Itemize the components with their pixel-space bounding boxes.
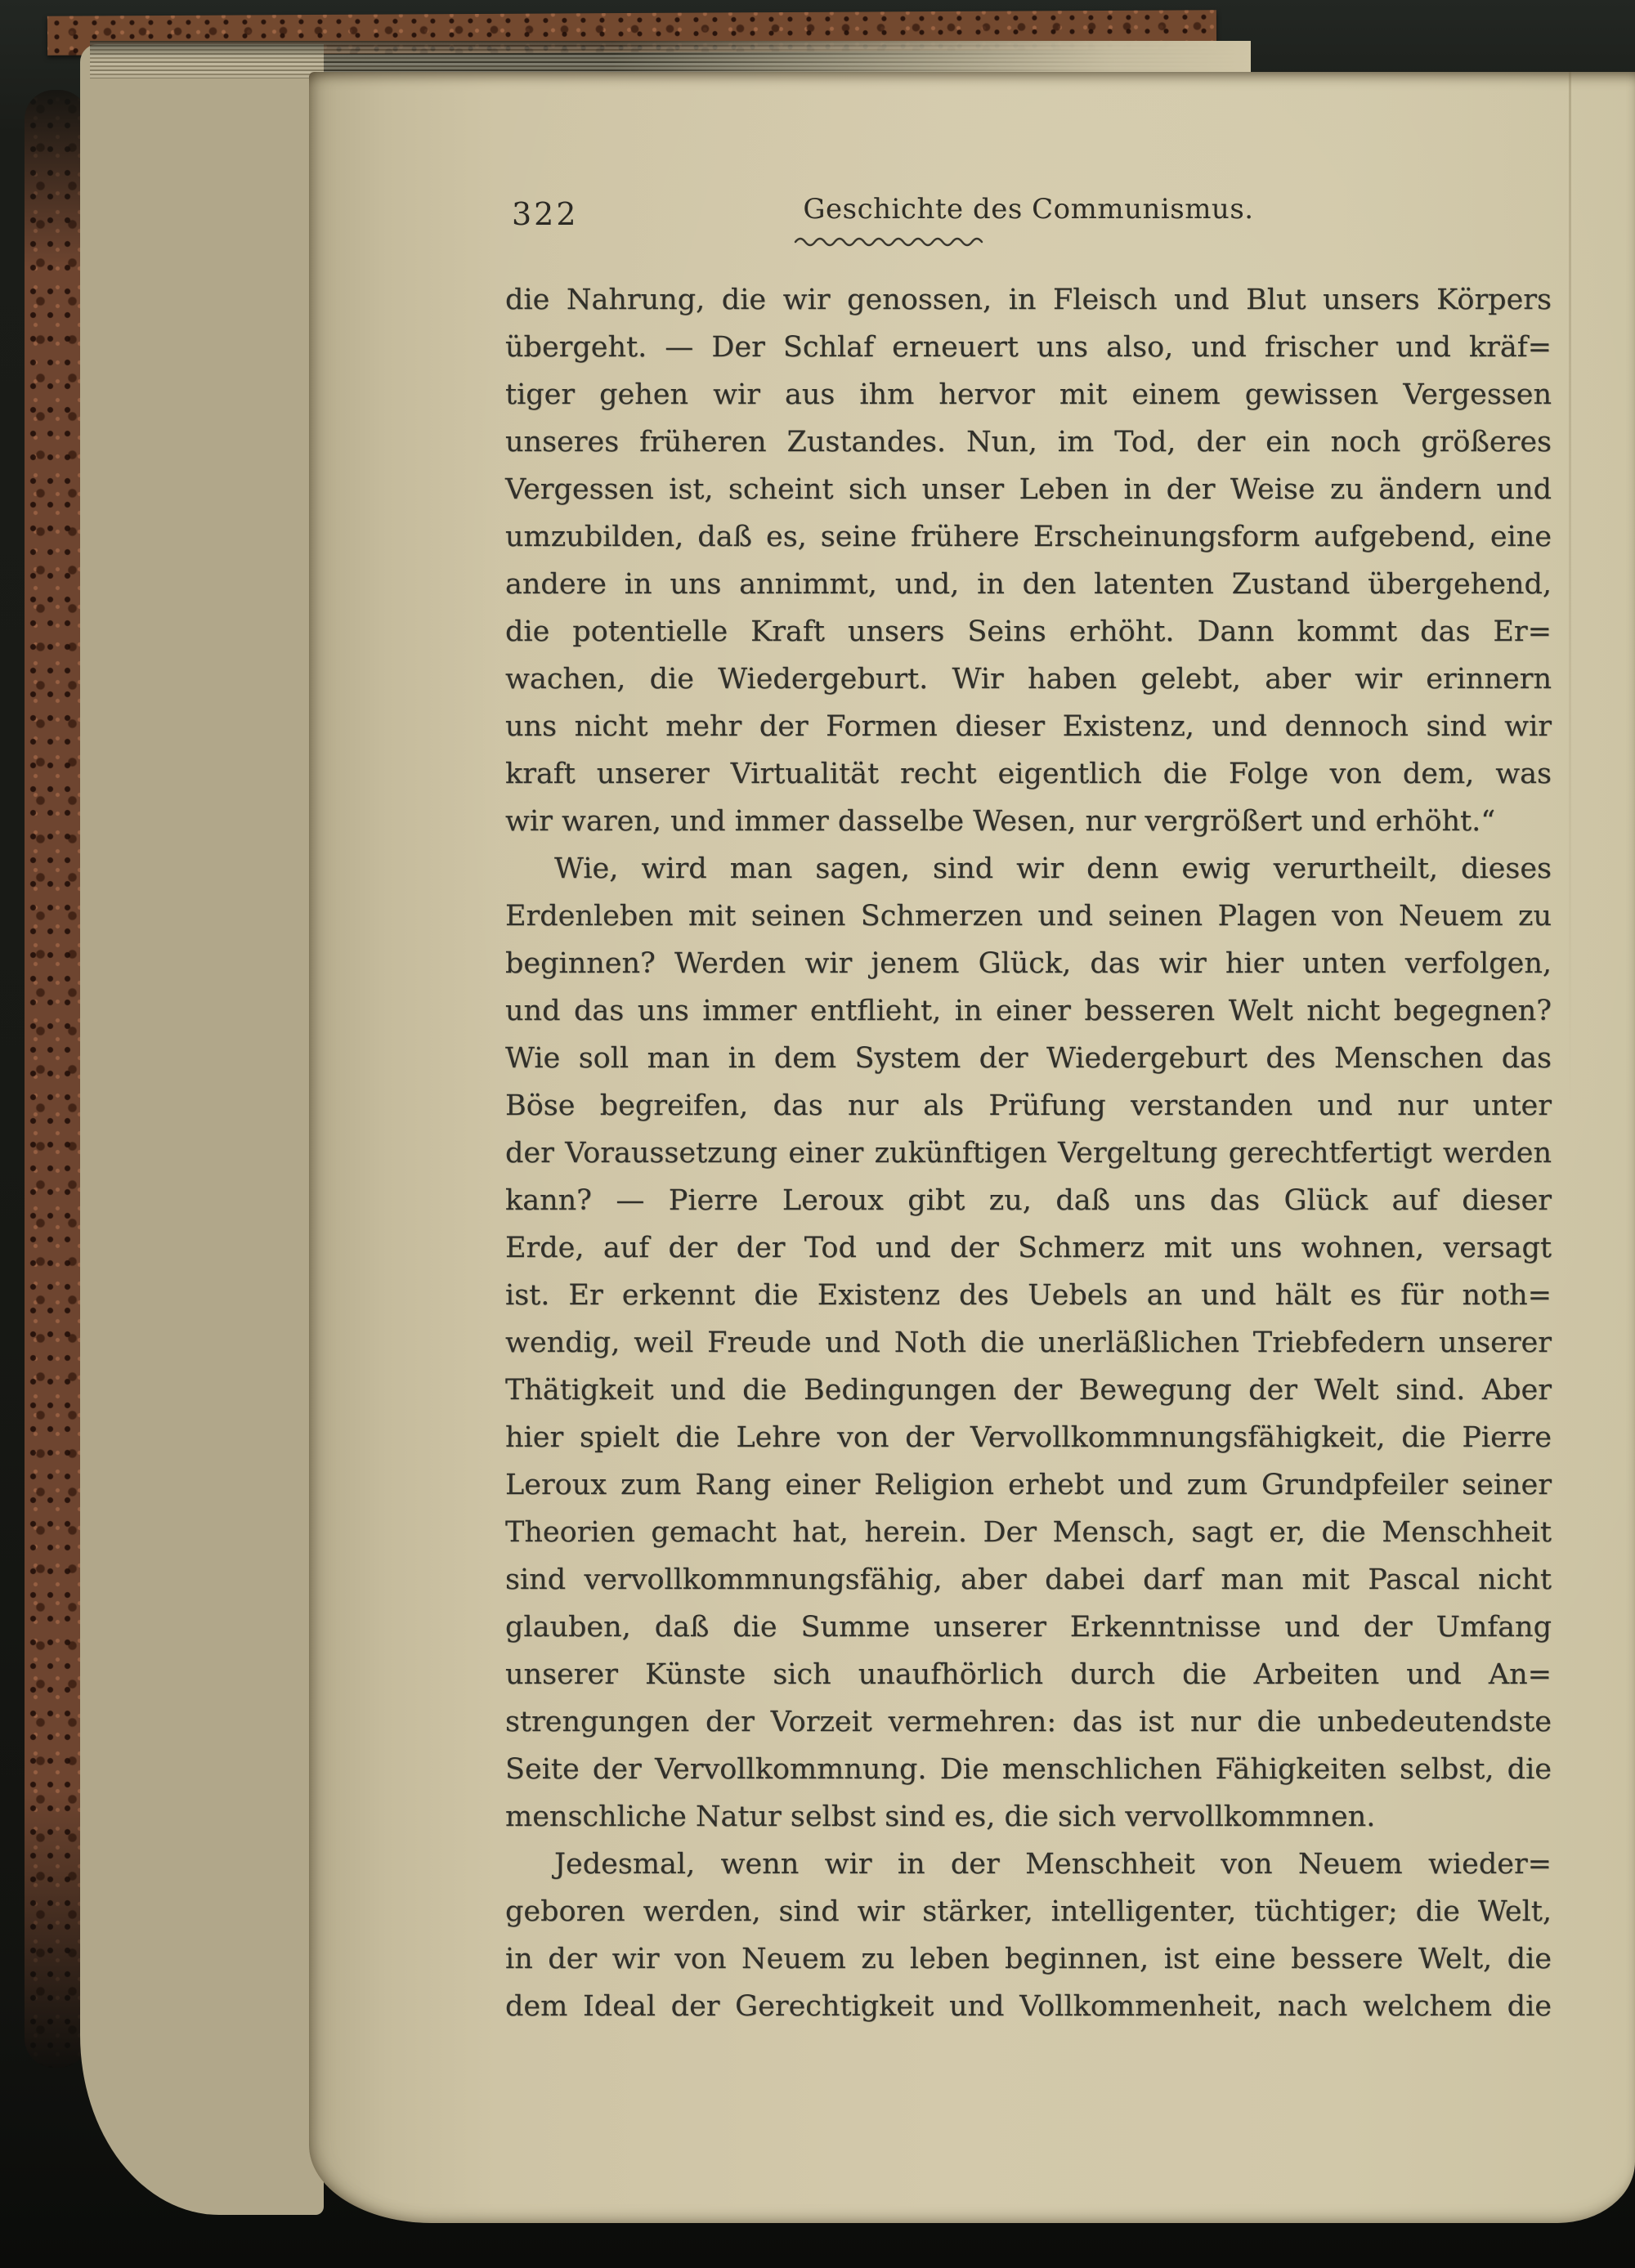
text-line: uns nicht mehr der Formen dieser Existenz, und dennoch sind wir [505,710,1552,743]
text-line: menschliche Natur selbst sind es, die sich vervollkommnen. [505,1801,1376,1833]
text-line: die potentielle Kraft unsers Seins erhöht. Dann kommt das Er= [505,615,1552,648]
page-crease [1569,72,1571,1298]
text-line: Erde, auf der der Tod und der Schmerz mit uns wohnen, versagt [505,1232,1552,1264]
text-line: glauben, daß die Summe unserer Erkenntnisse und der Umfang [505,1611,1552,1644]
text-line: der Voraussetzung einer zukünftigen Vergeltung gerechtfertigt werden [505,1137,1552,1170]
text-line: ist. Er erkennt die Existenz des Uebels an und hält es für noth= [505,1279,1552,1312]
text-line: Erdenleben mit seinen Schmerzen und seinen Plagen von Neuem zu [505,900,1552,933]
text-line: die Nahrung, die wir genossen, in Fleisch und Blut unsers Körpers [505,284,1552,316]
text-line: Theorien gemacht hat, herein. Der Mensch, sagt er, die Menschheit [505,1516,1552,1549]
text-line: wir waren, und immer dasselbe Wesen, nur vergrößert und erhöht.“ [505,805,1496,838]
text-line: umzubilden, daß es, seine frühere Erscheinungsform aufgebend, eine [505,521,1552,553]
text-line: Vergessen ist, scheint sich unser Leben in der Weise zu ändern und [505,473,1552,506]
page-header [505,191,1552,237]
text-line: beginnen? Werden wir jenem Glück, das wir hier unten verfolgen, [505,947,1552,980]
text-line: kraft unserer Virtualität recht eigentlich die Folge von dem, was [505,758,1552,790]
page-number: 322 [512,196,579,232]
text-line: wachen, die Wiedergeburt. Wir haben gelebt, aber wir erinnern [505,663,1552,696]
text-line: in der wir von Neuem zu leben beginnen, ist eine bessere Welt, die [505,1943,1552,1975]
text-line: andere in uns annimmt, und, in den latenten Zustand übergehend, [505,568,1552,601]
text-line: Jedesmal, wenn wir in der Menschheit von Neuem wieder= [554,1848,1552,1881]
running-title: Geschichte des Communismus. [803,193,1254,226]
text-line: hier spielt die Lehre von der Vervollkommnungsfähigkeit, die Pierre [505,1421,1552,1454]
text-line: Wie soll man in dem System der Wiedergeburt des Menschen das [505,1042,1552,1075]
text-line: und das uns immer entflieht, in einer besseren Welt nicht begegnen? [505,995,1552,1027]
text-line: geboren werden, sind wir stärker, intelligenter, tüchtiger; die Welt, [505,1895,1552,1928]
text-line: Seite der Vervollkommnung. Die menschlichen Fähigkeiten selbst, die [505,1753,1552,1786]
text-line: übergeht. — Der Schlaf erneuert uns also, und frischer und kräf= [505,331,1552,364]
text-line: tiger gehen wir aus ihm hervor mit einem gewissen Vergessen [505,378,1552,411]
wavy-divider-icon [794,234,990,248]
text-line: strengungen der Vorzeit vermehren: das ist nur die unbedeutendste [505,1706,1552,1738]
text-line: Wie, wird man sagen, sind wir denn ewig verurtheilt, dieses [554,852,1552,885]
text-line: wendig, weil Freude und Noth die unerläßlichen Triebfedern unserer [505,1326,1552,1359]
text-line: sind vervollkommnungsfähig, aber dabei darf man mit Pascal nicht [505,1563,1552,1596]
book-page [309,72,1635,2223]
page-stack-fore-edge [80,44,324,2215]
text-line: kann? — Pierre Leroux gibt zu, daß uns das Glück auf dieser [505,1184,1552,1217]
text-line: unseres früheren Zustandes. Nun, im Tod, der ein noch größeres [505,426,1552,459]
text-line: unserer Künste sich unaufhörlich durch die Arbeiten und An= [505,1658,1552,1691]
marbled-cover-left-edge [25,90,88,2068]
text-line: Leroux zum Rang einer Religion erhebt und zum Grundpfeiler seiner [505,1469,1552,1501]
body-text [505,276,1552,2030]
text-line: dem Ideal der Gerechtigkeit und Vollkommenheit, nach welchem die [505,1990,1552,2023]
text-line: Thätigkeit und die Bedingungen der Bewegung der Welt sind. Aber [505,1374,1552,1407]
text-line: Böse begreifen, das nur als Prüfung verstanden und nur unter [505,1089,1552,1122]
